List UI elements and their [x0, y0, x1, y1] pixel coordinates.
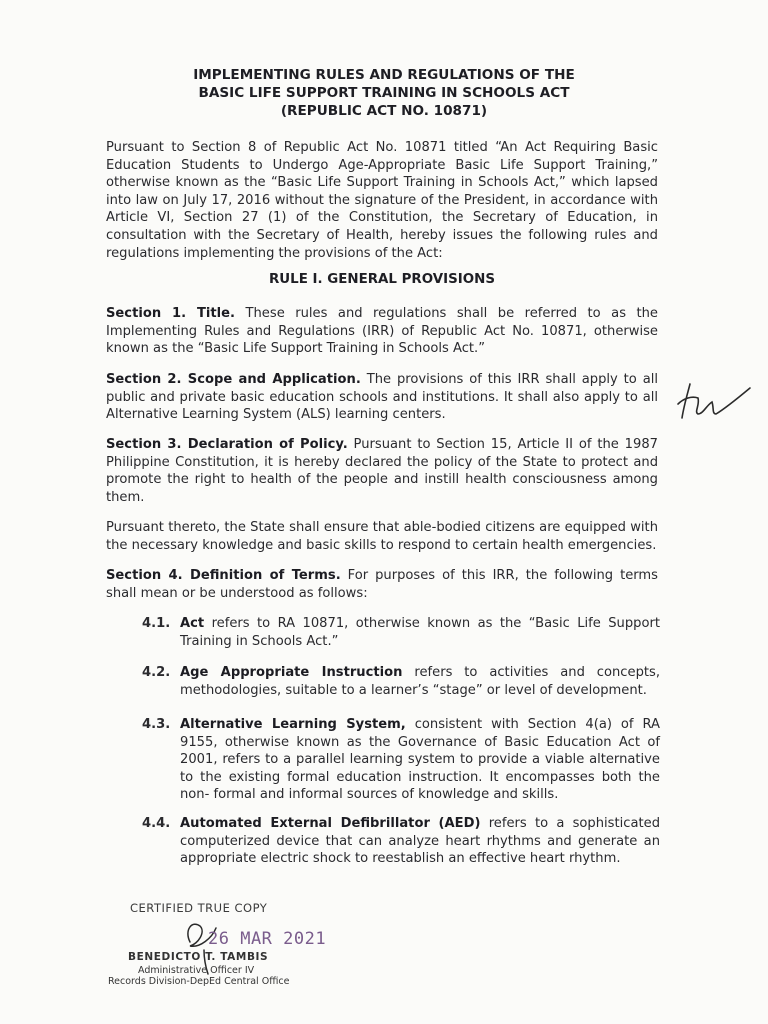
section-2-text: The provisions of this IRR shall apply to all public and private basic education schools and institutions. It shall also apply to all Alternative Learning System (ALS) learning centers.	[106, 372, 658, 423]
definition-number: 4.4.	[142, 816, 171, 831]
section-3-text: Pursuant to Section 15, Article II of the 1987 Philippine Constitution, it is hereby declared the policy of the State to protect and promote the right to health of the people and instill health consciousness among them.	[106, 437, 658, 505]
section-3-heading: Section 3. Declaration of Policy.	[106, 437, 348, 452]
title-line-3: (REPUBLIC ACT NO. 10871)	[280, 103, 488, 119]
certified-true-copy-label: CERTIFIED TRUE COPY	[130, 901, 268, 915]
title-line-2: BASIC LIFE SUPPORT TRAINING IN SCHOOLS ACT	[198, 85, 570, 101]
section-3-continuation-text: Pursuant thereto, the State shall ensure that able-bodied citizens are equipped with the necessary knowledge and basic skills to respond to certain health emergencies.	[106, 520, 658, 553]
definition-number: 4.1.	[142, 616, 171, 631]
section-2-heading: Section 2. Scope and Application.	[106, 372, 361, 387]
definition-text: refers to a sophisticated computerized device that can analyze heart rhythms and generate an appropriate electric shock to reestablish an effective heart rhythm.	[180, 816, 660, 867]
definition-number: 4.3.	[142, 717, 171, 732]
section-4-heading: Section 4. Definition of Terms.	[106, 568, 341, 583]
definition-text: refers to activities and concepts, methodologies, suitable to a learner’s “stage” or level of development.	[180, 665, 660, 698]
section-1-heading: Section 1. Title.	[106, 306, 236, 321]
rule-heading: RULE I. GENERAL PROVISIONS	[269, 272, 495, 287]
definition-number: 4.2.	[142, 665, 171, 680]
title-line-1: IMPLEMENTING RULES AND REGULATIONS OF THE	[193, 67, 575, 83]
section-4-text: For purposes of this IRR, the following terms shall mean or be understood as follows:	[106, 568, 658, 601]
definition-text: refers to RA 10871, otherwise known as the “Basic Life Support Training in Schools Act.”	[180, 616, 660, 649]
received-date-stamp: 26 MAR 2021	[208, 929, 327, 949]
definition-term: Automated External Defibrillator (AED)	[180, 816, 481, 831]
definition-text: consistent with Section 4(a) of RA 9155, otherwise known as the Governance of Basic Education Act of 2001, refers to a parallel learning system to provide a viable alternative to the existing formal education instruction. It encompasses both the non- formal and informal sources of knowledge and skills.	[180, 717, 660, 803]
preamble-paragraph: Pursuant to Section 8 of Republic Act No. 10871 titled “An Act Requiring Basic Education Students to Undergo Age-Appropriate Basic Life Support Training,” otherwise known as the “Basic Life Support Training in Schools Act,” which lapsed into law on July 17, 2016 without the signature of the President, in accordance with Article VI, Section 27 (1) of the Constitution, the Secretary of Education, in consultation with the Secretary of Health, hereby issues the following rules and regulations implementing the provisions of the Act:	[106, 140, 658, 261]
officer-title: Administrative Officer IV	[138, 965, 255, 976]
section-1-text: These rules and regulations shall be referred to as the Implementing Rules and Regulations (IRR) of Republic Act No. 10871, otherwise known as the “Basic Life Support Training in Schools Act.”	[106, 306, 658, 357]
officer-office: Records Division-DepEd Central Office	[108, 976, 290, 987]
definition-term: Alternative Learning System,	[180, 717, 406, 732]
definition-term: Act	[180, 616, 205, 631]
definition-term: Age Appropriate Instruction	[180, 665, 403, 680]
officer-name: BENEDICTO T. TAMBIS	[128, 951, 269, 963]
